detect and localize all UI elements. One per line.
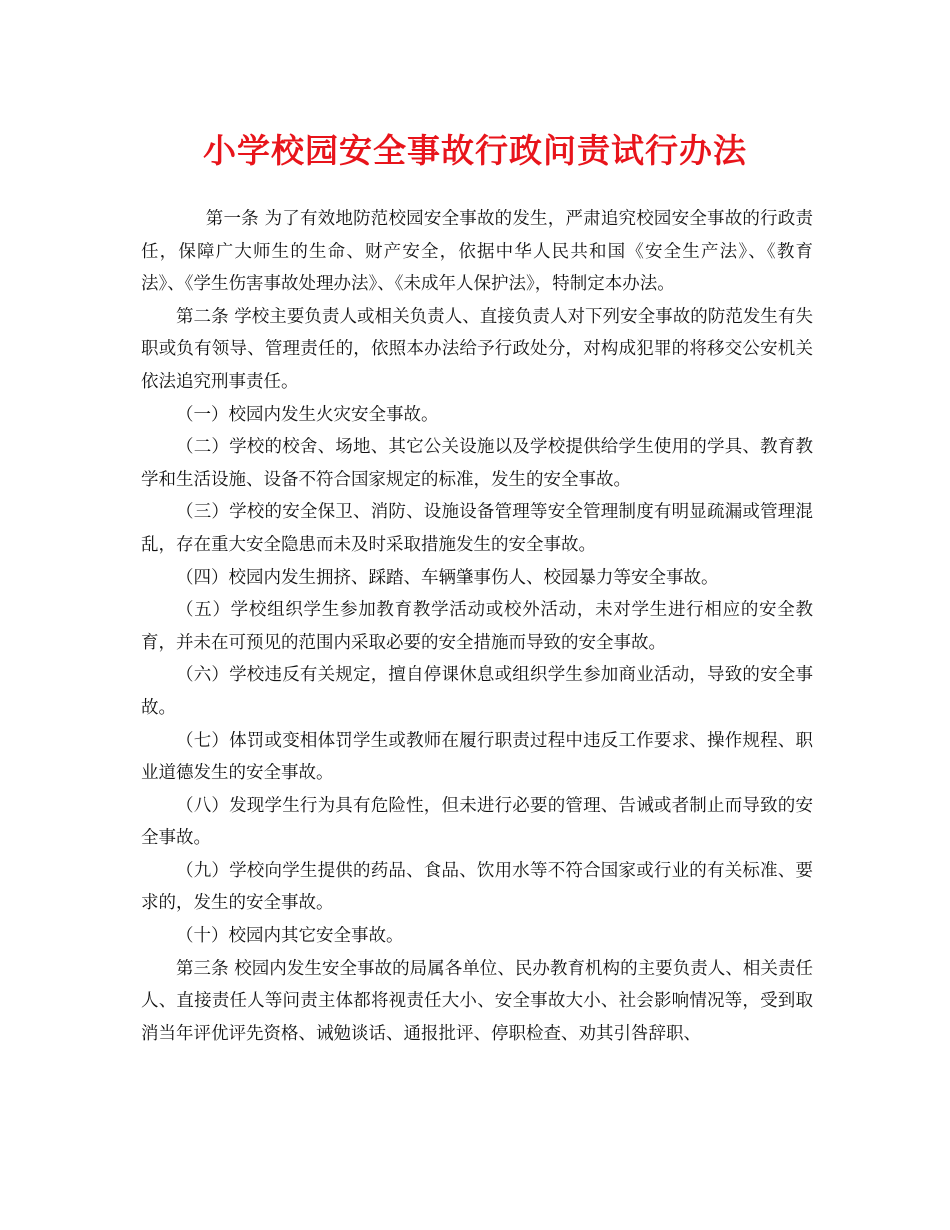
clause-5-paragraph: （五）学校组织学生参加教育教学活动或校外活动，未对学生进行相应的安全教育，并未在可预见的范围内采取必要的安全措施而导致的安全事故。: [141, 600, 813, 653]
clause-6-paragraph: （六）学校违反有关规定，擅自停课休息或组织学生参加商业活动，导致的安全事故。: [141, 665, 813, 718]
article-2-paragraph: 第二条 学校主要负责人或相关负责人、直接负责人对下列安全事故的防范发生有失职或负有领导、管理责任的，依照本办法给予行政处分，对构成犯罪的将移交公安机关依法追究刑事责任。: [141, 306, 813, 392]
article-1-paragraph: 第一条 为了有效地防范校园安全事故的发生，严肃追究校园安全事故的行政责任，保障广大师生的生命、财产安全，依据中华人民共和国《安全生产法》、《教育法》、《学生伤害事故处理办法》、《未成年人保护法》，特制定本办法。: [141, 209, 813, 295]
article-3-paragraph: 第三条 校园内发生安全事故的局属各单位、民办教育机构的主要负责人、相关责任人、直接责任人等问责主体都将视责任大小、安全事故大小、社会影响情况等，受到取消当年评优评先资格、诫勉谈话、通报批评、停职检查、劝其引咎辞职、: [141, 958, 813, 1044]
clause-7-paragraph: （七）体罚或变相体罚学生或教师在履行职责过程中违反工作要求、操作规程、职业道德发生的安全事故。: [141, 730, 813, 784]
clause-9-paragraph: （九）学校向学生提供的药品、食品、饮用水等不符合国家或行业的有关标准、要求的，发生的安全事故。: [141, 860, 813, 914]
clause-4-paragraph: （四）校园内发生拥挤、踩踏、车辆肇事伤人、校园暴力等安全事故。: [176, 567, 719, 588]
document-title: 小学校园安全事故行政问责试行办法: [203, 131, 747, 170]
clause-8-paragraph: （八）发现学生行为具有危险性，但未进行必要的管理、告诫或者制止而导致的安全事故。: [141, 795, 813, 849]
clause-2-paragraph: （二）学校的校舍、场地、其它公关设施以及学校提供给学生使用的学具、教育教学和生活设施、设备不符合国家规定的标准，发生的安全事故。: [141, 437, 813, 490]
clause-1-paragraph: （一）校园内发生火灾安全事故。: [176, 404, 439, 425]
clause-10-paragraph: （十）校园内其它安全事故。: [176, 926, 404, 947]
clause-3-paragraph: （三）学校的安全保卫、消防、设施设备管理等安全管理制度有明显疏漏或管理混乱，存在重大安全隐患而未及时采取措施发生的安全事故。: [141, 502, 813, 555]
document-body: [141, 203, 813, 1050]
